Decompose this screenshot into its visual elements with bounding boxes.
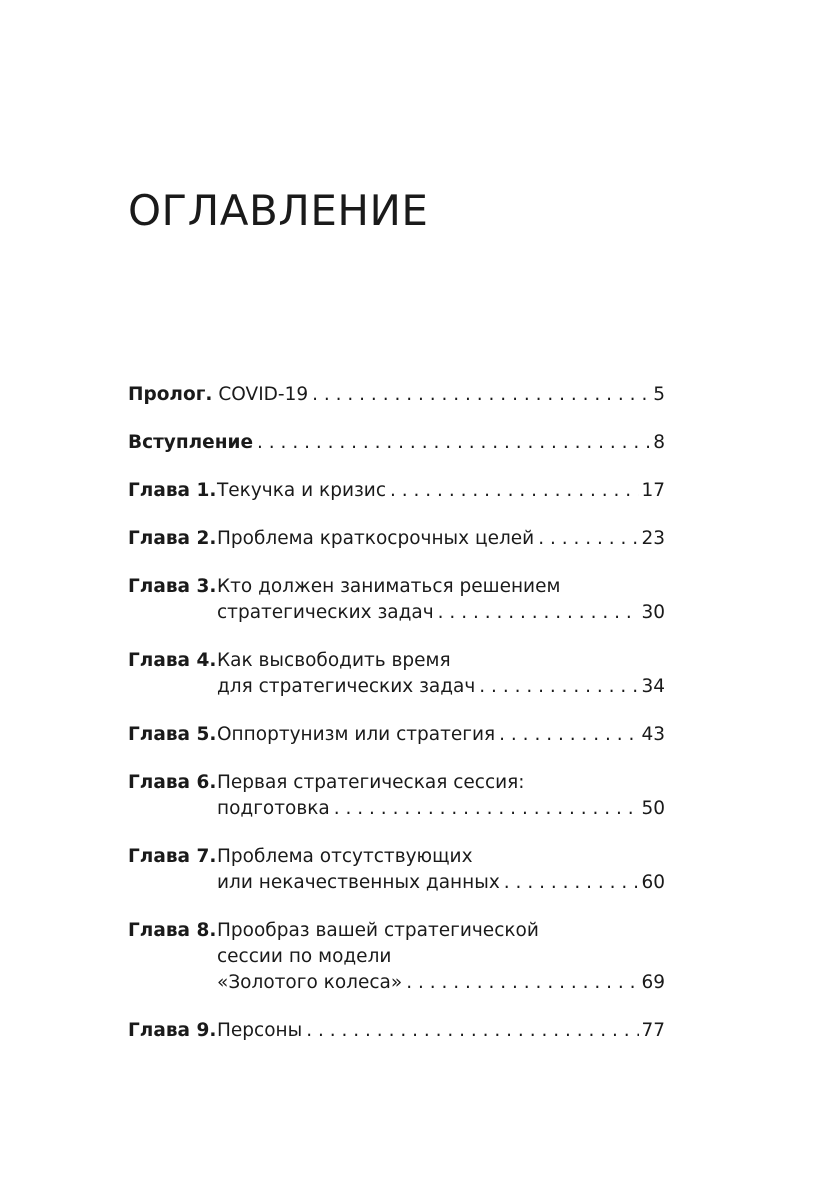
dot-leader <box>538 526 639 552</box>
toc-entry-chapter-6[interactable] <box>128 770 665 822</box>
page-number: 60 <box>641 872 665 893</box>
toc-entry-prologue[interactable] <box>128 382 665 408</box>
entry-label: Пролог. <box>128 384 213 405</box>
entry-title-line: Прообраз вашей стратегической <box>217 920 539 941</box>
entry-title-line: «Золотого колеса» <box>217 972 403 993</box>
entry-title-line: Проблема отсутствующих <box>217 846 473 867</box>
dot-leader <box>504 870 640 896</box>
entry-label: Вступление <box>128 432 254 453</box>
toc-entry-chapter-5[interactable] <box>128 722 665 748</box>
page-number: 8 <box>653 432 665 453</box>
page-number: 69 <box>641 972 665 993</box>
entry-title-line: подготовка <box>217 798 330 819</box>
dot-leader <box>406 970 639 996</box>
entry-title-line: Как высвободить время <box>217 650 451 671</box>
entry-title: Персоны <box>217 1020 303 1041</box>
page-number: 5 <box>653 384 665 405</box>
entry-label: Глава 7. <box>128 846 217 867</box>
entry-label: Глава 6. <box>128 772 217 793</box>
entry-title: Текучка и кризис <box>217 480 387 501</box>
toc-entry-chapter-7[interactable] <box>128 844 665 896</box>
dot-leader <box>479 674 639 700</box>
toc-entry-chapter-1[interactable] <box>128 478 665 504</box>
entry-title-line: сессии по модели <box>217 946 392 967</box>
page-number: 17 <box>641 480 665 501</box>
dot-leader <box>257 430 651 456</box>
page-number: 30 <box>641 602 665 623</box>
page-number: 23 <box>641 528 665 549</box>
page-number: 77 <box>641 1020 665 1041</box>
page-title: ОГЛАВЛЕНИЕ <box>128 186 429 235</box>
entry-title: Оппортунизм или стратегия <box>217 724 496 745</box>
entry-label: Глава 5. <box>128 724 217 745</box>
entry-label: Глава 1. <box>128 480 217 501</box>
dot-leader <box>390 478 639 504</box>
toc-entry-chapter-9[interactable] <box>128 1018 665 1044</box>
toc-entry-chapter-2[interactable] <box>128 526 665 552</box>
dot-leader <box>499 722 639 748</box>
entry-title-line: стратегических задач <box>217 602 434 623</box>
toc-entry-chapter-8[interactable] <box>128 918 665 996</box>
entry-title-line: или некачественных данных <box>217 872 500 893</box>
entry-title: Проблема краткосрочных целей <box>217 528 535 549</box>
dot-leader <box>334 796 640 822</box>
entry-label: Глава 2. <box>128 528 217 549</box>
entry-title-line: Первая стратегическая сессия: <box>217 772 525 793</box>
entry-label: Глава 4. <box>128 650 217 671</box>
entry-label: Глава 3. <box>128 576 217 597</box>
toc-entry-chapter-3[interactable] <box>128 574 665 626</box>
entry-title-line: для стратегических задач <box>217 676 476 697</box>
toc-entry-chapter-4[interactable] <box>128 648 665 700</box>
page-number: 34 <box>641 676 665 697</box>
dot-leader <box>438 600 640 626</box>
entry-title: COVID-19 <box>218 384 309 405</box>
table-of-contents <box>128 382 665 1066</box>
entry-label: Глава 9. <box>128 1020 217 1041</box>
page-number: 50 <box>641 798 665 819</box>
dot-leader <box>312 382 651 408</box>
entry-title-line: Кто должен заниматься решением <box>217 576 561 597</box>
page-number: 43 <box>641 724 665 745</box>
dot-leader <box>306 1018 639 1044</box>
entry-label: Глава 8. <box>128 920 217 941</box>
toc-entry-introduction[interactable] <box>128 430 665 456</box>
